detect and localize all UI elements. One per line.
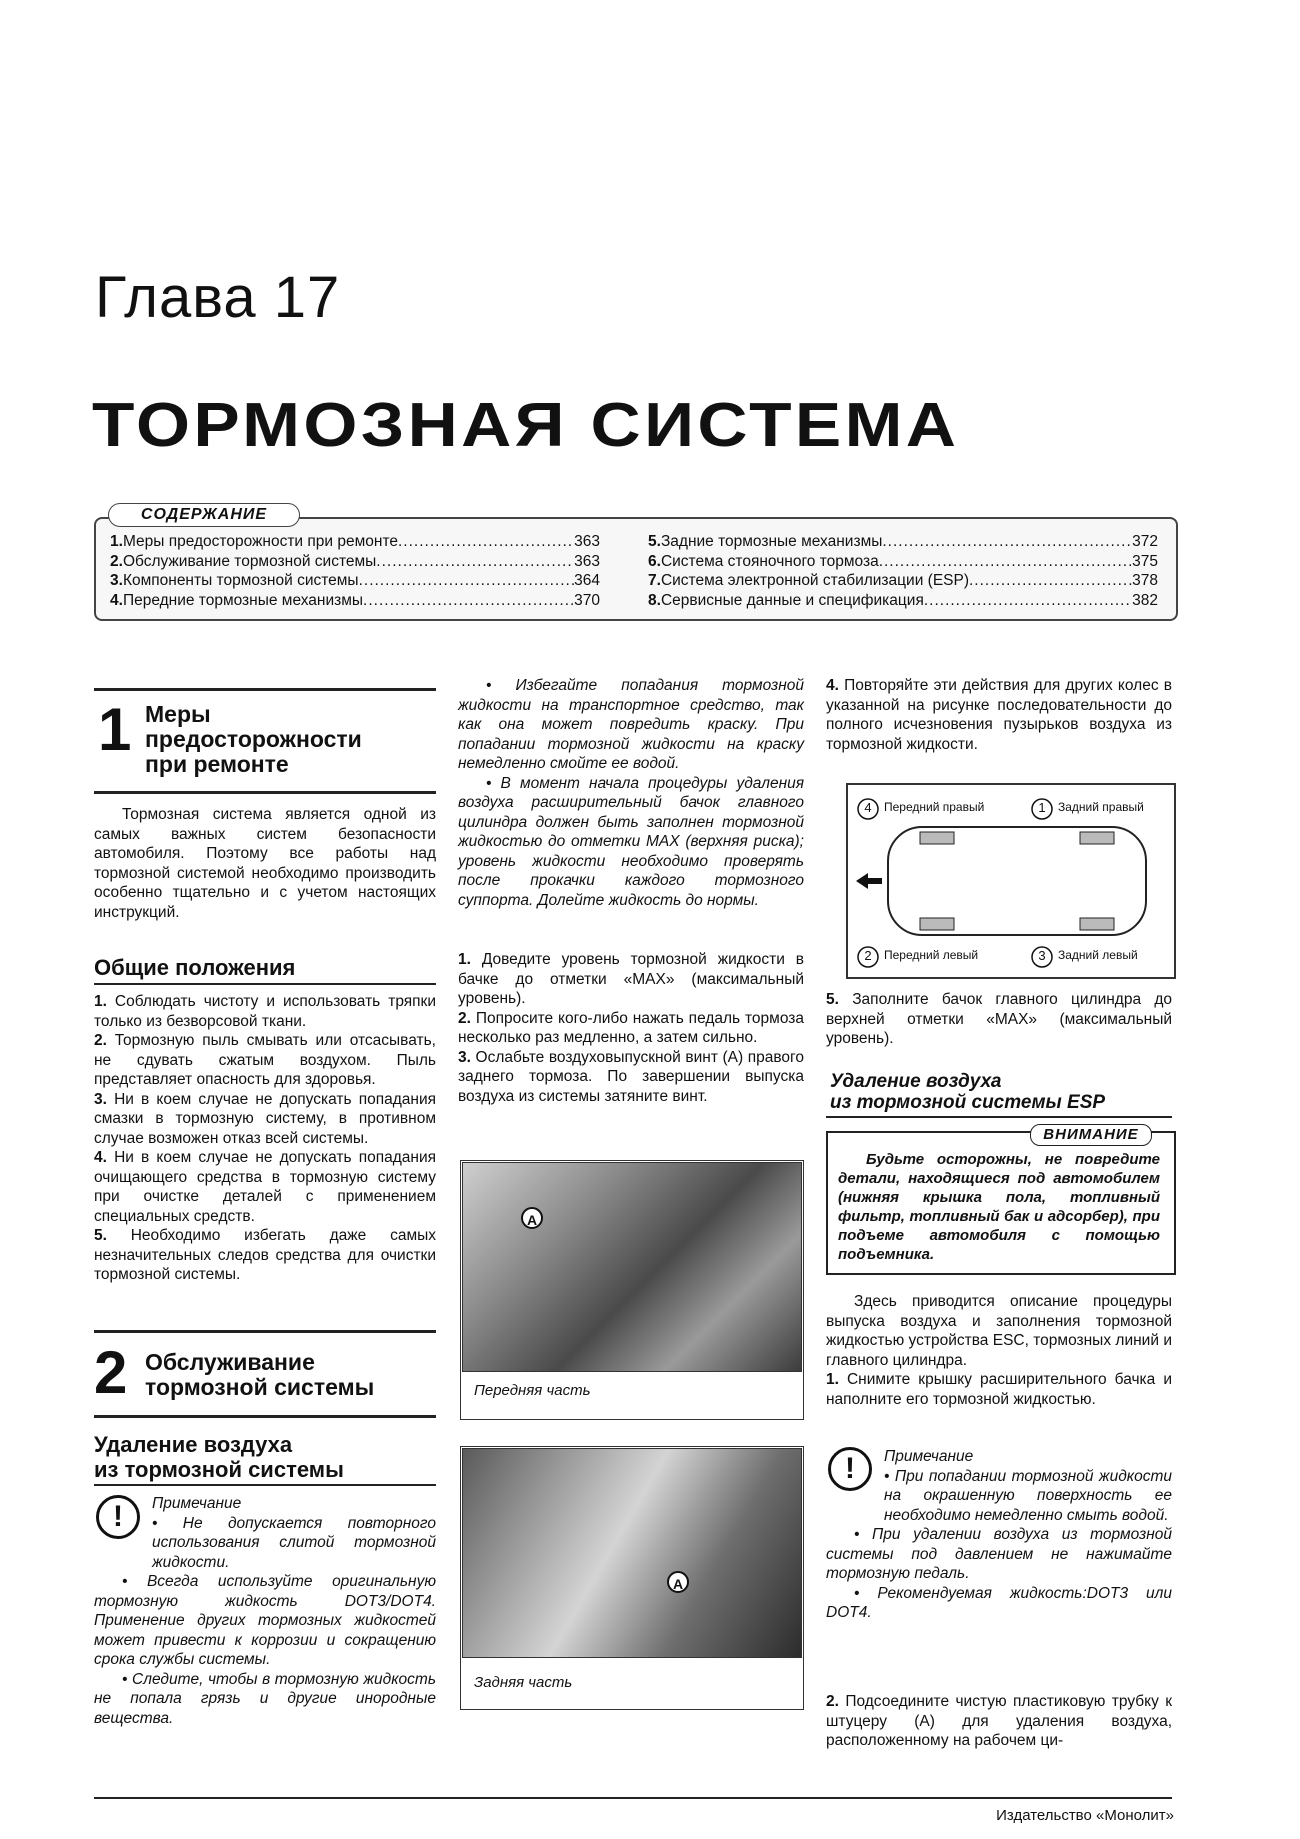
publisher-footer: Издательство «Монолит»: [996, 1807, 1174, 1824]
step: [458, 1048, 804, 1107]
section-2-title: [145, 1350, 374, 1400]
warning-label: ВНИМАНИЕ: [1030, 1124, 1152, 1146]
toc-page: 364: [574, 572, 600, 589]
divider: [94, 983, 436, 985]
caution-paragraph: • Избегайте попадания тормозной жидкости на транспортное средство, так как она может повредить краску. При попадании тормозной жидкости на краску немедленно смойте ее водой.: [458, 677, 804, 772]
toc-page: 378: [1132, 572, 1158, 589]
toc-entry[interactable]: [648, 552, 1158, 572]
step-num: 4.: [826, 677, 839, 694]
toc-text: Задние тормозные механизмы: [660, 533, 883, 550]
footer-rule: [94, 1797, 1172, 1799]
step: [826, 676, 1172, 754]
rr-label: Задний правый: [1058, 800, 1144, 814]
toc-leader: [363, 591, 574, 611]
list-num: 5.: [94, 1227, 107, 1244]
col2-steps: [458, 950, 804, 1106]
section-1-title-line: при ремонте: [145, 751, 289, 777]
toc-num: 8.: [648, 591, 661, 609]
step-text: Подсоедините чистую пластиковую трубку к штуцеру (А) для удаления воздуха, расположенному на рабочем ци-: [826, 1693, 1172, 1749]
fr-num: 4: [864, 800, 872, 815]
note-paragraph: • При попадании тормозной жидкости на окрашенную поверхность ее необходимо немедленно смыть водой.: [884, 1467, 1172, 1524]
step-text: Попросите кого-либо нажать педаль тормоза несколько раз медленно, а затем сильно.: [458, 1009, 805, 1046]
bleed-heading: [94, 1432, 344, 1482]
toc-num: 2.: [110, 552, 123, 570]
list-item: [94, 992, 436, 1031]
toc-page: 363: [574, 533, 600, 550]
note-paragraph: • Рекомендуемая жидкость:DOT3 или DOT4.: [826, 1584, 1172, 1621]
toc-leader: [398, 532, 574, 552]
toc-num: 3.: [110, 572, 123, 589]
toc-page: 363: [574, 552, 600, 570]
callout-a: A: [667, 1571, 689, 1593]
list-text: Тормозную пыль смывать или отсасывать, не сдувать сжатым воздухом. Пыль представляет опасность для здоровья.: [94, 1032, 436, 1088]
note-paragraph: • Следите, чтобы в тормозную жидкость не попала грязь и другие инородные вещества.: [94, 1670, 436, 1727]
fl-num: 2: [864, 948, 872, 963]
toc-page: 382: [1132, 591, 1158, 609]
list-item: [94, 1031, 436, 1090]
toc-entry[interactable]: [110, 552, 600, 572]
section-1-title: [145, 702, 362, 777]
step-text: Ослабьте воздуховыпускной винт (А) правого заднего тормоза. По завершении выпуска воздуха из системы затяните винт.: [458, 1048, 804, 1105]
step-4: [826, 676, 1172, 754]
fl-label: Передний левый: [884, 948, 979, 962]
esp-intro: [826, 1292, 1172, 1409]
toc-page: 375: [1132, 552, 1158, 570]
toc-text: Система стояночного тормоза: [660, 552, 879, 570]
toc-entry[interactable]: [648, 532, 1158, 552]
bleed-heading-line: из тормозной системы: [94, 1457, 344, 1482]
note-paragraph: • При удалении воздуха из тормозной системы под давлением не нажимайте тормозную педаль.: [826, 1526, 1172, 1582]
page-title: ТОРМОЗНАЯ СИСТЕМА: [92, 391, 960, 460]
rl-label: Задний левый: [1058, 948, 1138, 962]
list-item: [94, 1148, 436, 1226]
section-2-title-line: тормозной системы: [145, 1374, 375, 1400]
step-text: Доведите уровень тормозной жидкости в бачке до отметки «MAX» (максимальный уровень).: [458, 951, 804, 1007]
wheel-fl: [920, 918, 954, 930]
warning-text: [838, 1150, 1160, 1264]
toc-leader: [879, 552, 1132, 572]
wheel-rl: [1080, 918, 1114, 930]
forward-arrow-shaft: [868, 878, 882, 884]
fr-label: Передний правый: [884, 800, 985, 814]
list-text: Соблюдать чистоту и использовать тряпки только из безворсовой ткани.: [94, 993, 436, 1030]
front-caption: Передняя часть: [474, 1382, 591, 1399]
note-label: Примечание: [884, 1448, 974, 1465]
list-item: [94, 1090, 436, 1149]
divider: [94, 1484, 436, 1486]
step: [826, 1692, 1172, 1751]
note-paragraph: • Не допускается повторного использования слитой тормозной жидкости.: [152, 1514, 436, 1571]
step: [458, 950, 804, 1009]
wheel-fr: [920, 832, 954, 844]
toc-left-column: [110, 532, 600, 610]
section-2-title-line: Обслуживание: [145, 1349, 315, 1375]
toc-right-column: [648, 532, 1158, 610]
toc-leader: [924, 591, 1132, 611]
step: [458, 1009, 804, 1048]
warning-icon: !: [828, 1447, 872, 1491]
rr-num: 1: [1038, 800, 1046, 815]
section-1-intro: [94, 805, 436, 922]
toc-num: 4.: [110, 591, 123, 609]
section-2-number: 2: [94, 1339, 128, 1406]
step-num: 2.: [826, 1693, 839, 1710]
step-2: [826, 1692, 1172, 1751]
toc-entry[interactable]: [648, 571, 1158, 591]
step-text: Снимите крышку расширительного бачка и наполните его тормозной жидкостью.: [826, 1371, 1172, 1408]
toc-leader: [882, 532, 1132, 552]
note-label: Примечание: [152, 1495, 242, 1512]
rear-brake-photo: [462, 1448, 802, 1658]
col2-cautions: [458, 676, 804, 910]
divider: [826, 1116, 1172, 1118]
esp-heading-line: из тормозной системы ESP: [830, 1092, 1106, 1113]
list-item: [94, 1226, 436, 1285]
bleed-sequence-diagram: [846, 783, 1176, 979]
caution-paragraph: • В момент начала процедуры удаления воздуха расширительный бачок главного цилиндра должен быть заполнен тормозной жидкостью до отметки MAX (верхняя риска); уровень жидкости необходимо проверять после прокачки каждого тормозного суппорта. Долейте жидкость до нормы.: [458, 774, 804, 909]
note-paragraph: • Всегда используйте оригинальную тормозную жидкость DOT3/DOT4. Применение других тормозных жидкостей может привести к коррозии и сокращению срока службы системы.: [94, 1573, 436, 1668]
rear-caption: Задняя часть: [474, 1674, 573, 1691]
bleed-heading-line: Удаление воздуха: [94, 1432, 293, 1457]
step-num: 1.: [458, 951, 471, 968]
wheel-rr: [1080, 832, 1114, 844]
paragraph: Здесь приводится описание процедуры выпуска воздуха и заполнения тормозной жидкостью устройства ESC, тормозных линий и главного цилиндра.: [826, 1293, 1172, 1369]
list-text: Необходимо избегать даже самых незначительных следов средства для очистки тормозной системы.: [94, 1227, 436, 1283]
section-1-title-line: Меры: [145, 701, 211, 727]
rl-num: 3: [1038, 948, 1046, 963]
toc-entry[interactable]: [110, 571, 600, 591]
list-num: 2.: [94, 1032, 107, 1049]
esp-heading-line: Удаление воздуха: [830, 1071, 1002, 1092]
toc-num: 1.: [110, 533, 123, 550]
toc-text: Обслуживание тормозной системы: [122, 552, 377, 570]
list-num: 3.: [94, 1090, 107, 1108]
toc-page: 370: [574, 591, 600, 609]
section-1-number: 1: [98, 696, 132, 763]
step: [826, 1370, 1172, 1409]
toc-num: 6.: [648, 552, 661, 570]
list-num: 1.: [94, 993, 107, 1010]
toc-entry[interactable]: [110, 591, 600, 611]
step-num: 5.: [826, 991, 839, 1008]
toc-label: СОДЕРЖАНИЕ: [108, 503, 300, 527]
forward-arrow-icon: [856, 873, 868, 889]
toc-entry[interactable]: [110, 532, 600, 552]
toc-text: Сервисные данные и спецификация: [660, 591, 924, 609]
toc-entry[interactable]: [648, 591, 1158, 611]
toc-num: 5.: [648, 533, 661, 550]
chapter-label: Глава 17: [95, 265, 341, 330]
toc-num: 7.: [648, 572, 661, 589]
paragraph: Тормозная система является одной из самых важных систем безопасности автомобиля. Поэтому все работы над тормозной системой необходимо производить особенно тщательно и с учетом настоящих инструкций.: [94, 806, 436, 921]
list-num: 4.: [94, 1149, 107, 1166]
section-2-note: [94, 1494, 436, 1728]
toc-leader: [969, 571, 1132, 591]
callout-a: A: [521, 1207, 543, 1229]
step-num: 3.: [458, 1048, 471, 1066]
toc-leader: [359, 571, 575, 591]
list-text: Ни в коем случае не допускать попадания очищающего средства в тормозную систему при очистке деталей с применением специальных средств.: [94, 1149, 436, 1225]
toc-text: Передние тормозные механизмы: [122, 591, 364, 609]
step-text: Повторяйте эти действия для других колес в указанной на рисунке последовательности до полного исчезновения пузырьков воздуха из тормозной жидкости.: [826, 677, 1172, 753]
general-heading: Общие положения: [94, 955, 296, 980]
toc-text: Меры предосторожности при ремонте: [122, 533, 398, 550]
step-text: Заполните бачок главного цилиндра до верхней отметки «MAX» (максимальный уровень).: [826, 991, 1172, 1047]
step-5: [826, 990, 1172, 1049]
step-num: 1.: [826, 1371, 839, 1388]
front-brake-photo: [462, 1162, 802, 1372]
toc-text: Компоненты тормозной системы: [122, 572, 359, 589]
warning-icon: !: [96, 1495, 140, 1539]
esp-note: [826, 1447, 1172, 1623]
list-text: Ни в коем случае не допускать попадания смазки в тормозную систему, в противном случае возможен отказ всей системы.: [94, 1090, 436, 1147]
warning-paragraph: Будьте осторожны, не повредите детали, находящиеся под автомобилем (нижняя крышка пола, топливный фильтр, топливный бак и адсорбер), при подъеме автомобиля с помощью подъемника.: [838, 1151, 1160, 1263]
step-num: 2.: [458, 1009, 471, 1027]
section-1-title-line: предосторожности: [145, 726, 362, 752]
toc-page: 372: [1132, 533, 1158, 550]
general-list: [94, 992, 436, 1285]
step: [826, 990, 1172, 1049]
toc-text: Система электронной стабилизации (ESP): [660, 572, 969, 589]
esp-heading: [830, 1071, 1105, 1113]
toc-leader: [376, 552, 574, 572]
